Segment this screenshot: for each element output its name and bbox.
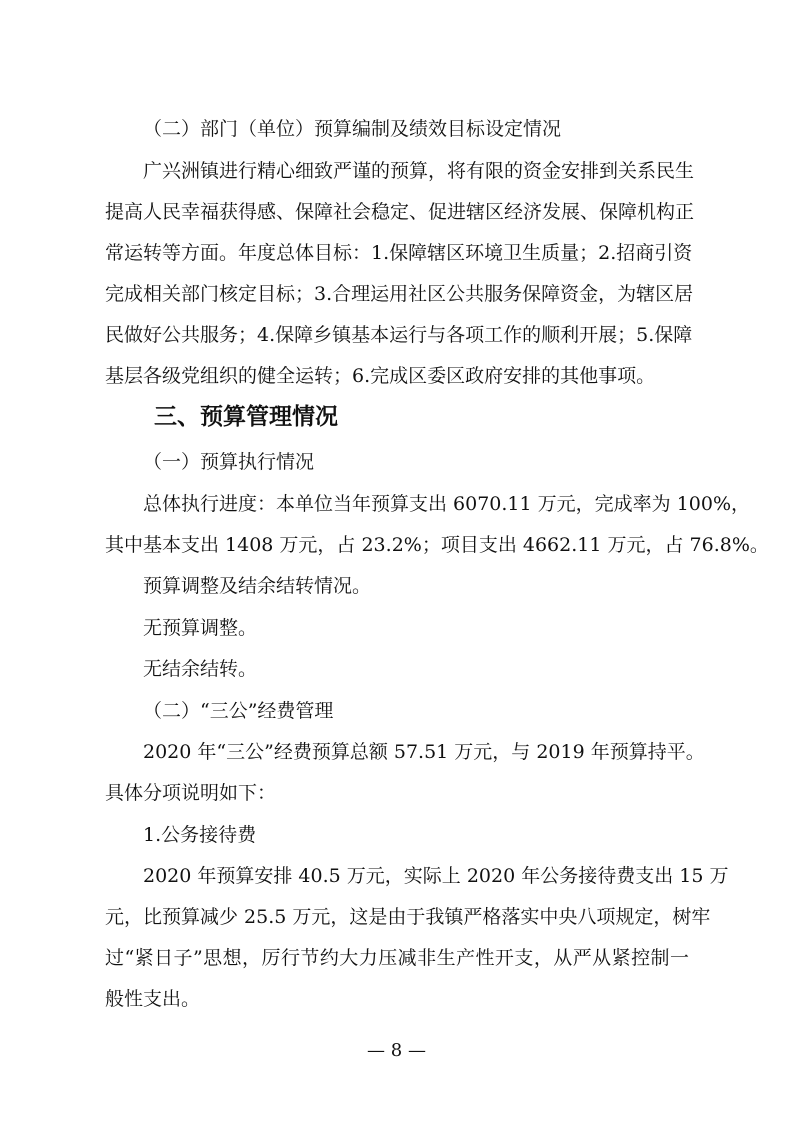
paragraph-line: 般性支出。 [105,988,201,1010]
paragraph-line: 基层各级党组织的健全运转；6.完成区委区政府安排的其他事项。 [105,365,656,387]
item-title-reception-expenses: 1.公务接待费 [143,824,257,846]
page-number: — 8 — [367,1040,426,1061]
paragraph-line: 民做好公共服务；4.保障乡镇基本运行与各项工作的顺利开展；5.保障 [105,324,693,346]
paragraph-line: 2020 年预算安排 40.5 万元，实际上 2020 年公务接待费支出 15 万 [143,865,729,887]
paragraph-line: 完成相关部门核定目标；3.合理运用社区公共服务保障资金，为辖区居 [105,283,694,305]
paragraph-line: 元，比预算减少 25.5 万元，这是由于我镇严格落实中央八项规定，树牢 [105,906,711,928]
paragraph-line: 无预算调整。 [143,617,258,639]
paragraph-line: 预算调整及结余结转情况。 [143,575,372,597]
paragraph-line: 具体分项说明如下： [105,782,277,804]
paragraph-line: 提高人民幸福获得感、保障社会稳定、促进辖区经济发展、保障机构正 [105,201,695,223]
paragraph-line: 无结余结转。 [143,658,258,680]
subsection-title-three-public-expenses: （二）“三公”经费管理 [143,700,334,722]
subsection-title-budget-preparation: （二）部门（单位）预算编制及绩效目标设定情况 [143,118,562,140]
paragraph-line: 2020 年“三公”经费预算总额 57.51 万元，与 2019 年预算持平。 [143,741,705,763]
paragraph-line: 常运转等方面。年度总体目标：1.保障辖区环境卫生质量；2.招商引资 [105,242,693,264]
subsection-title-budget-execution: （一）预算执行情况 [143,451,315,473]
paragraph-line: 过“紧日子”思想，厉行节约大力压减非生产性开支，从严从紧控制一 [105,947,689,969]
paragraph-line: 广兴洲镇进行精心细致严谨的预算，将有限的资金安排到关系民生 [143,160,695,182]
paragraph-line: 其中基本支出 1408 万元，占 23.2%；项目支出 4662.11 万元，占 76.8%。 [105,534,769,556]
paragraph-line: 总体执行进度：本单位当年预算支出 6070.11 万元，完成率为 100%， [143,493,751,515]
section-heading-budget-management: 三、预算管理情况 [154,404,338,430]
